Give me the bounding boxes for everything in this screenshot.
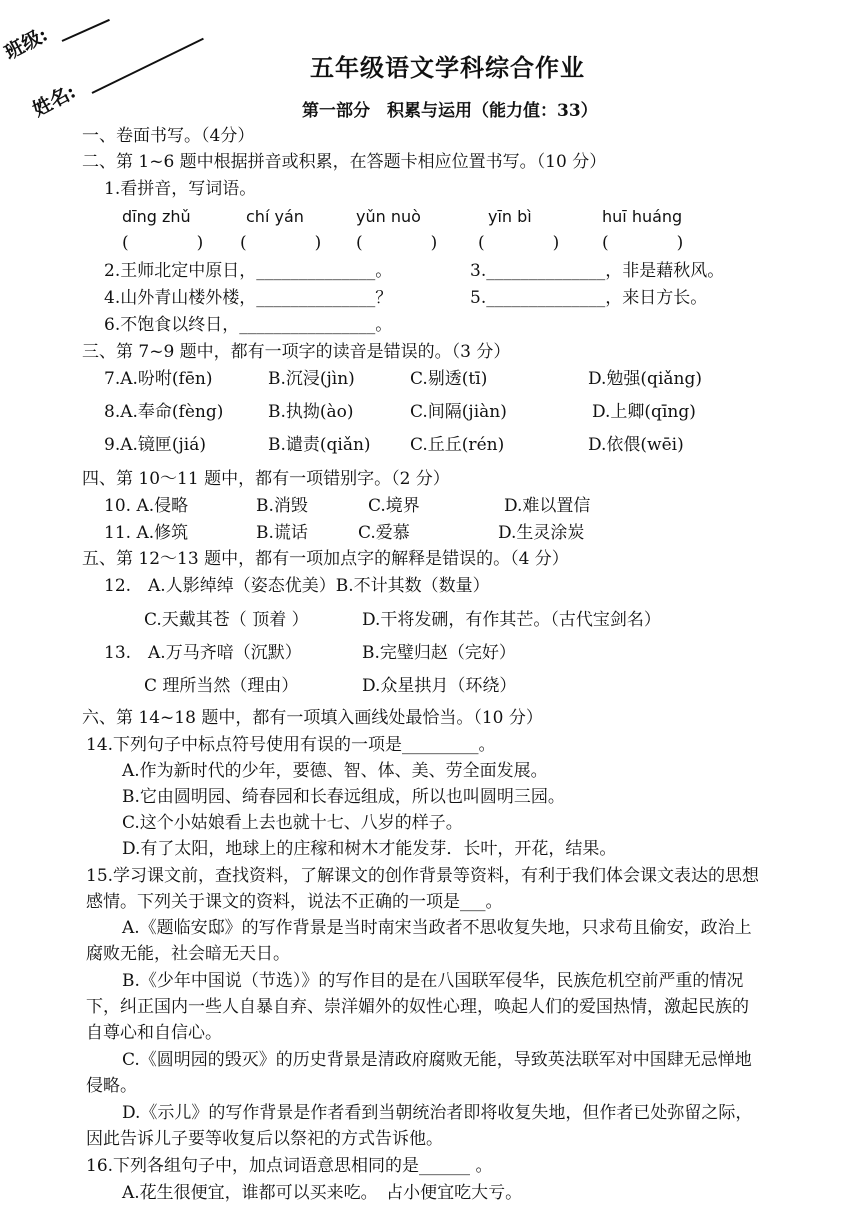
q14-option-b: B.它由圆明园、绮春园和长春远组成，所以也叫圆明三园。: [122, 787, 565, 807]
q14-option-d: D.有了太阳，地球上的庄稼和树木才能发芽．长叶，开花，结果。: [122, 839, 617, 859]
q9-option-c: C.丘丘(rén): [410, 435, 505, 455]
name-blank-line: [92, 38, 204, 94]
q8-option-a: 8.A.奉命(fèng): [104, 402, 224, 422]
q13-option-c: C 理所当然（理由）: [144, 676, 299, 696]
answer-box-5[interactable]: ( ): [602, 233, 684, 253]
q14-option-a: A.作为新时代的少年，要德、智、体、美、劳全面发展。: [122, 761, 548, 781]
q15-option-a-line-2: 腐败无能，社会暗无天日。: [86, 944, 290, 964]
q15-option-d-line-1: D.《示儿》的写作背景是作者看到当朝统治者即将收复失地，但作者已处弥留之际，: [122, 1103, 753, 1123]
q15-option-b-line-2: 下，纠正国内一些人自暴自弃、崇洋媚外的奴性心理，唤起人们的爱国热情，激起民族的: [86, 997, 749, 1017]
q8-option-d: D.上卿(qīng): [592, 402, 696, 422]
section-2-heading: 二、第 1~6 题中根据拼音或积累，在答题卡相应位置书写。（10 分）: [82, 152, 607, 172]
pinyin-1: dīng zhǔ: [122, 207, 191, 226]
section-4-heading: 四、第 10～11 题中，都有一项错别字。（2 分）: [82, 469, 450, 489]
question-16: 16.下列各组句子中，加点词语意思相同的是______ 。: [86, 1156, 493, 1176]
page-title: 五年级语文学科综合作业: [310, 53, 585, 82]
q16-option-a: A.花生很便宜，谁都可以买来吃。 占小便宜吃大亏。: [122, 1183, 523, 1203]
question-6: 6.不饱食以终日，________________。: [104, 315, 393, 335]
answer-box-1[interactable]: ( ): [122, 233, 204, 253]
section-5-heading: 五、第 12～13 题中，都有一项加点字的解释是错误的。（4 分）: [82, 549, 569, 569]
section-6-heading: 六、第 14~18 题中，都有一项填入画线处最恰当。（10 分）: [82, 708, 543, 728]
q9-option-b: B.谴责(qiǎn): [268, 435, 371, 455]
question-2: 2.王师北定中原日，______________。: [104, 261, 393, 281]
question-1: 1.看拼音，写词语。: [104, 179, 257, 199]
question-15-line-2: 感情。下列关于课文的资料，说法不正确的一项是___。: [86, 892, 503, 912]
pinyin-5: huī huáng: [602, 207, 683, 226]
q11-option-b: B.谎话: [256, 523, 308, 543]
q7-option-b: B.沉浸(jìn): [268, 369, 355, 389]
class-blank-line: [62, 19, 110, 42]
answer-box-2[interactable]: ( ): [240, 233, 322, 253]
q15-option-c-line-1: C.《圆明园的毁灭》的历史背景是清政府腐败无能，导致英法联军对中国肆无忌惮地: [122, 1050, 752, 1070]
q12-options-ab: 12. A.人影绰绰（姿态优美）B.不计其数（数量）: [104, 576, 490, 596]
q9-option-a: 9.A.镜匣(jiá): [104, 435, 207, 455]
q13-option-d: D.众星拱月（环绕）: [362, 676, 517, 696]
q11-option-a: 11. A.修筑: [104, 523, 189, 543]
q8-option-b: B.执拗(ào): [268, 402, 354, 422]
answer-box-3[interactable]: ( ): [356, 233, 438, 253]
q13-option-b: B.完璧归赵（完好）: [362, 643, 516, 663]
q15-option-b-line-3: 自尊心和自信心。: [86, 1023, 222, 1043]
q7-option-c: C.剔透(tī): [410, 369, 488, 389]
q12-option-d: D.干将发硎，有作其芒。（古代宝剑名）: [362, 610, 661, 630]
q7-option-a: 7.A.吩咐(fēn): [104, 369, 213, 389]
q12-option-c: C.天戴其苍（ 顶着 ）: [144, 610, 309, 630]
q13-option-a: 13. A.万马齐喑（沉默）: [104, 643, 302, 663]
q11-option-d: D.生灵涂炭: [498, 523, 585, 543]
q10-option-c: C.境界: [368, 496, 420, 516]
q14-option-c: C.这个小姑娘看上去也就十七、八岁的样子。: [122, 813, 463, 833]
class-label: 班级:: [1, 23, 52, 65]
pinyin-3: yǔn nuò: [356, 207, 421, 226]
q8-option-c: C.间隔(jiàn): [410, 402, 507, 422]
pinyin-4: yīn bì: [488, 207, 532, 226]
part-heading: 第一部分 积累与运用（能力值：33）: [302, 101, 598, 121]
q15-option-c-line-2: 侵略。: [86, 1076, 137, 1096]
pinyin-2: chí yán: [246, 207, 304, 226]
section-1-heading: 一、卷面书写。（4分）: [82, 126, 255, 146]
q10-option-a: 10. A.侵略: [104, 496, 189, 516]
name-label: 姓名:: [29, 80, 80, 122]
q9-option-d: D.依偎(wēi): [588, 435, 684, 455]
q10-option-d: D.难以置信: [504, 496, 591, 516]
question-3: 3.______________，非是藉秋风。: [470, 261, 725, 281]
section-3-heading: 三、第 7~9 题中，都有一项字的读音是错误的。（3 分）: [82, 342, 511, 362]
q11-option-c: C.爱慕: [358, 523, 410, 543]
answer-box-4[interactable]: ( ): [478, 233, 560, 253]
question-4: 4.山外青山楼外楼，______________？: [104, 288, 393, 308]
q15-option-b-line-1: B.《少年中国说（节选）》的写作目的是在八国联军侵华，民族危机空前严重的情况: [122, 971, 744, 991]
question-15-line-1: 15.学习课文前，查找资料，了解课文的创作背景等资料，有利于我们体会课文表达的思想: [86, 866, 760, 886]
question-14: 14.下列句子中标点符号使用有误的一项是_________。: [86, 735, 496, 755]
q7-option-d: D.勉强(qiǎng): [588, 369, 702, 389]
q15-option-d-line-2: 因此告诉儿子要等收复后以祭祀的方式告诉他。: [86, 1129, 443, 1149]
q15-option-a-line-1: A.《题临安邸》的写作背景是当时南宋当政者不思收复失地，只求苟且偷安，政治上: [122, 918, 752, 938]
q10-option-b: B.消毁: [256, 496, 308, 516]
question-5: 5.______________，来日方长。: [470, 288, 708, 308]
